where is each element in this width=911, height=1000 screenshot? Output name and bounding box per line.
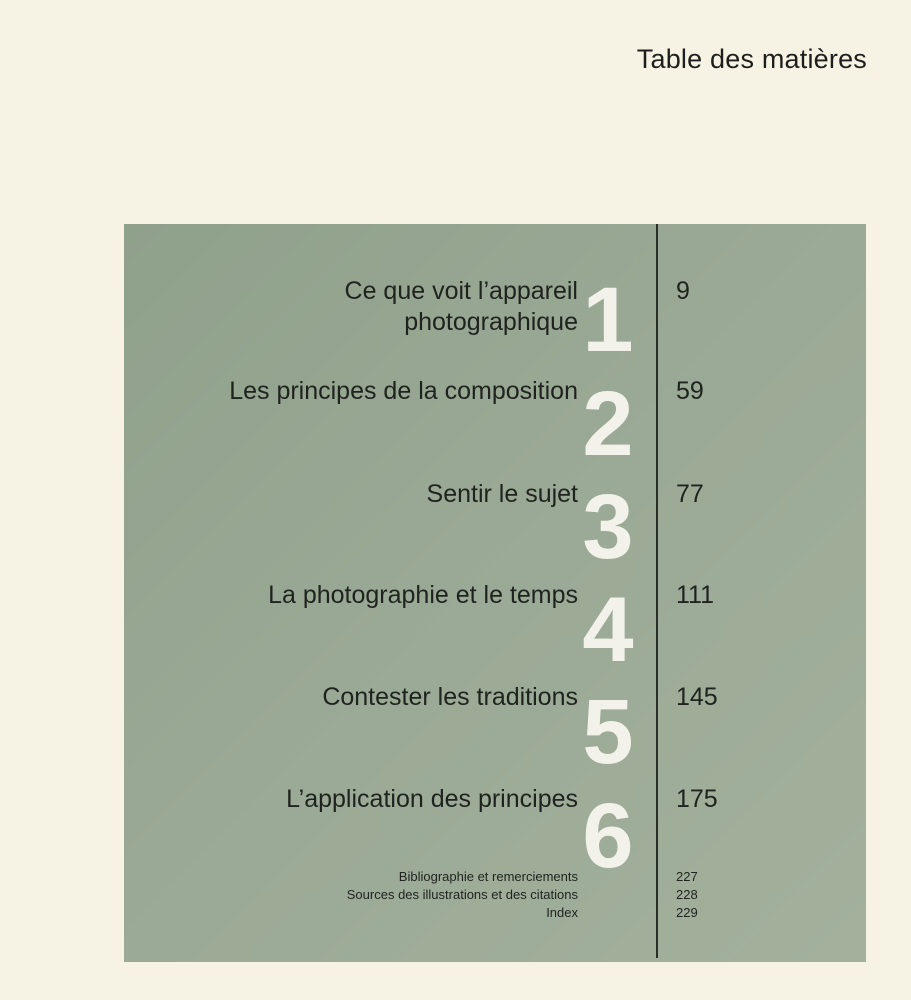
back-matter-bibliography-page[interactable]: 227: [676, 869, 698, 884]
page-title: Table des matières: [636, 44, 867, 74]
chapter-1-page[interactable]: 9: [676, 277, 690, 305]
chapter-5-page[interactable]: 145: [676, 683, 718, 711]
chapter-3-number: 3: [582, 476, 634, 578]
back-matter-bibliography-title[interactable]: Bibliographie et remerciements: [398, 869, 578, 884]
back-matter-index-page[interactable]: 229: [676, 905, 698, 920]
chapter-1-title-line-2: photographique: [404, 308, 578, 336]
chapter-1-number: 1: [582, 269, 634, 371]
chapter-6-page[interactable]: 175: [676, 785, 718, 813]
chapter-2-number: 2: [582, 373, 634, 475]
chapter-1-title[interactable]: [345, 276, 578, 338]
chapter-2-page[interactable]: 59: [676, 377, 704, 405]
chapter-1-title-line-1: Ce que voit l’appareil: [344, 277, 578, 305]
back-matter-sources-title[interactable]: Sources des illustrations et des citations: [346, 887, 578, 902]
chapter-4-number: 4: [582, 579, 634, 681]
chapter-6-number: 6: [582, 785, 634, 887]
back-matter-index-title[interactable]: Index: [546, 905, 578, 920]
back-matter-sources-page[interactable]: 228: [676, 887, 698, 902]
chapter-6-title[interactable]: L’application des principes: [286, 785, 578, 813]
chapter-4-page[interactable]: 111: [676, 581, 715, 609]
table-of-contents-panel: [124, 224, 866, 962]
chapter-5-title[interactable]: Contester les traditions: [322, 683, 578, 711]
chapter-3-page[interactable]: 77: [676, 480, 704, 508]
column-divider: [656, 224, 658, 958]
chapter-4-title[interactable]: La photographie et le temps: [268, 581, 578, 609]
chapter-2-title[interactable]: Les principes de la composition: [229, 377, 578, 405]
chapter-3-title[interactable]: Sentir le sujet: [426, 480, 578, 508]
chapter-5-number: 5: [582, 681, 634, 783]
